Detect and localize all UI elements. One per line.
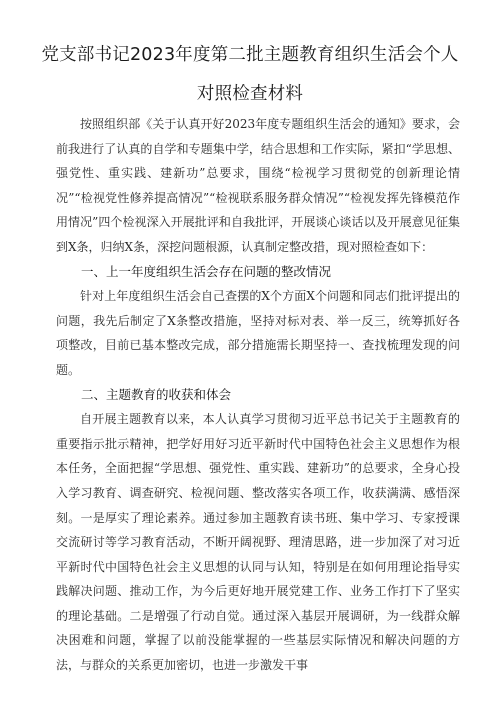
section-1-paragraph: 针对上年度组织生活会自己查摆的X个方面X个问题和同志们批评提出的问题，我先后制定了X条整改措施，坚持对标对表、举一反三，统筹抓好各项整改，目前已基本整改完成，部分措施需长期坚持一、查找梳理发现的问题。 xyxy=(56,289,460,377)
intro-paragraph: 按照组织部《关于认真开好2023年度专题组织生活会的通知》要求，会前我进行了认真的自学和专题集中学，结合思想和工作实际，紧扣“学思想、强党性、重实践、建新功”总要求，围绕“检视学习贯彻党的创新理论情况”“检视党性修养提高情况”“检视联系服务群众情况”“检视发挥先锋模范作用情况”四个检视深入开展批评和自我批评，开展谈心谈话以及开展意见征集到X条，归纳X条，深挖问题根源，认真制定整改措，现对照检查如下： xyxy=(56,117,460,254)
document-title-line-2: 对照检查材料 xyxy=(196,84,304,104)
document-title-line-1: 党支部书记2023年度第二批主题教育组织生活会个人 xyxy=(41,45,459,65)
section-1-heading: 一、上一年度组织生活会存在问题的整改情况 xyxy=(81,263,332,279)
section-2-heading: 二、主题教育的收获和体会 xyxy=(81,386,232,402)
section-2-paragraph: 自开展主题教育以来，本人认真学习贯彻习近平总书记关于主题教育的重要指示批示精神，把学好用好习近平新时代中国特色社会主义思想作为根本任务，全面把握“学思想、强党性、重实践、建新功”的总要求，全身心投入学习教育、调查研究、检视问题、整改落实各项工作，收获满满、感悟深刻。一是厚实了理论素养。通过参加主题教育读书班、集中学习、专家授课交流研讨等学习教育活动，不断开阔视野、理清思路，进一步加深了对习近平新时代中国特色社会主义思想的认同与认知，特别是在如何用理论指导实践解决问题、推动工作，为今后更好地开展党建工作、业务工作打下了坚实的理论基础。二是增强了行动自觉。通过深入基层开展调研，为一线群众解决困难和问题，掌握了以前没能掌握的一些基层实际情况和解决问题的方法，与群众的关系更加密切，也进一步激发干事 xyxy=(56,412,460,673)
document-body xyxy=(56,112,460,678)
